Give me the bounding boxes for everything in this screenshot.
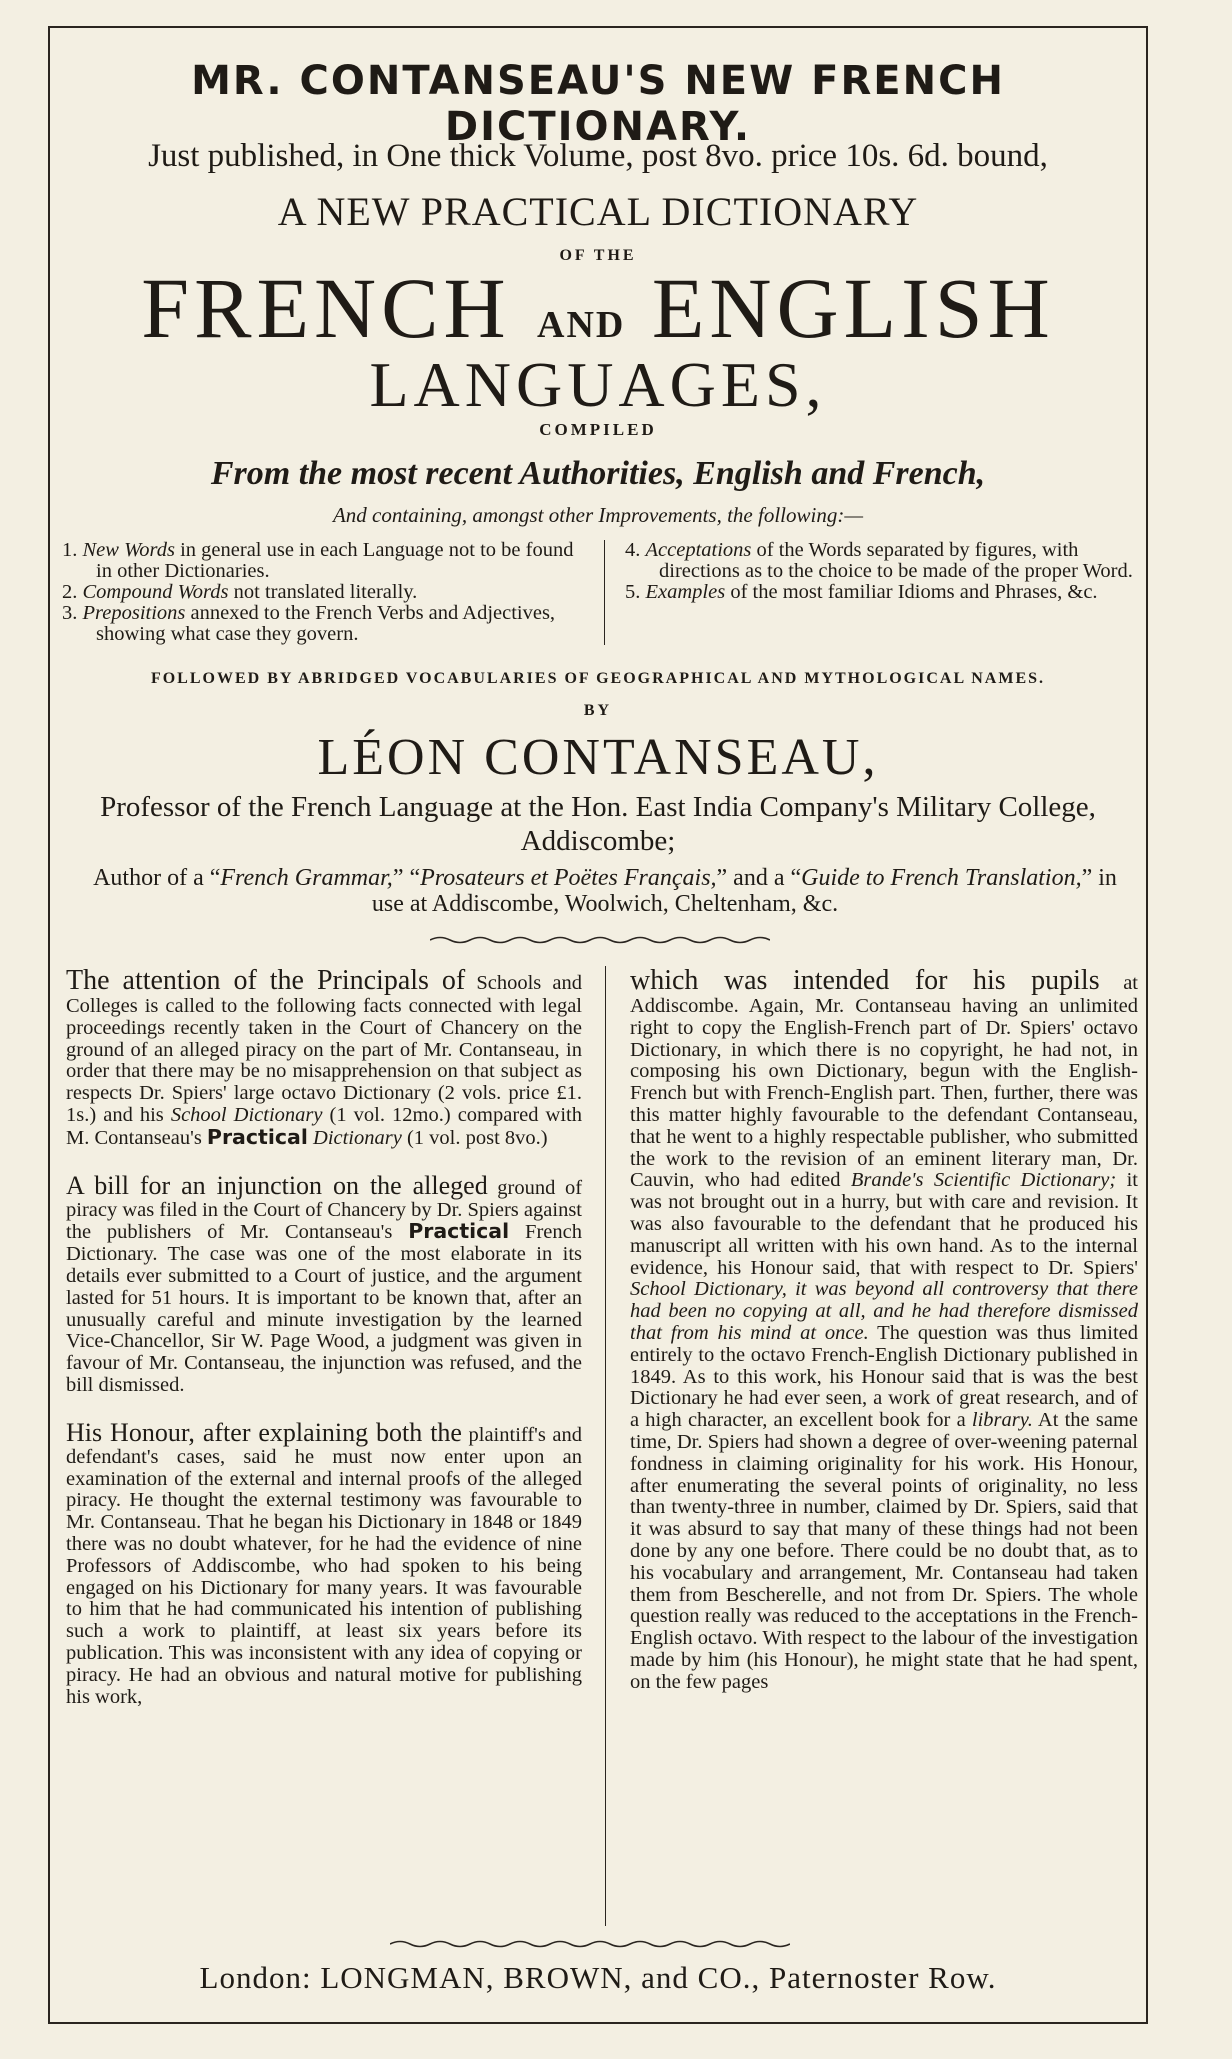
paragraph: The attention of the Principals of Schools and Colleges is called to the following facts connected with legal proceedings recently taken in the Court of Chancery on the ground of an alleged piracy on the part of Mr. Contanseau, in order that there may be no misapprehension on that subject as respects Dr. Spiers' large octavo Dictionary (2 vols. price £1. 1s.) and his School Dictionary (1 vol. 12mo.) compared with M. Contanseau's Practical Dictionary (1 vol. post 8vo.) — [66, 965, 582, 1149]
page-header: MR. CONTANSEAU'S NEW FRENCH DICTIONARY. — [191, 58, 1005, 150]
title-french: FRENCH — [141, 260, 511, 356]
of-the-label: OF THE — [559, 247, 637, 264]
followed-line: FOLLOWED BY ABRIDGED VOCABULARIES OF GEOGRAPHICAL AND MYTHOLOGICAL NAMES. — [150, 670, 1046, 687]
flourish-divider — [430, 933, 770, 947]
book-title-line: A NEW PRACTICAL DICTIONARY — [277, 189, 919, 234]
list-item: 3. Prepositions annexed to the French Verbs and Adjectives, showing what case they govern. — [62, 602, 556, 645]
containing-line: And containing, amongst other Improvements, the following:— — [332, 503, 863, 527]
article-right-column — [630, 966, 1138, 1716]
title-english: ENGLISH — [651, 260, 1055, 356]
article-left-column — [66, 966, 582, 1730]
publication-note: Just published, in One thick Volume, post 8vo. price 10s. 6d. bound, — [148, 138, 1048, 174]
top-rule — [48, 26, 1148, 28]
flourish-divider — [390, 1938, 790, 1950]
compiled-label: COMPILED — [539, 420, 657, 439]
paragraph: A bill for an injunction on the alleged ground of piracy was filed in the Court of Chancery by Dr. Spiers against the publishers of Mr. Contanseau's Practical French Dictionary. The case was one of the most elaborate in its details ever submitted to a Court of justice, and the argument lasted for 51 hours. It is important to be known that, after an unusually careful and minute investigation by the learned Vice-Chancellor, Sir W. Page Wood, a judgment was given in favour of Mr. Contanseau, the injunction was refused, and the bill dismissed. — [66, 1170, 583, 1396]
authorities-line: From the most recent Authorities, English and French, — [210, 455, 986, 492]
title-languages: LANGUAGES, — [369, 349, 827, 420]
publisher-imprint: London: LONGMAN, BROWN, and CO., Paternoster Row. — [199, 1960, 997, 1995]
list-divider — [604, 540, 605, 645]
paragraph: which was intended for his pupils at Addiscombe. Again, Mr. Contanseau having an unlimited right to copy the English-French part of Dr. Spiers' octavo Dictionary, in which there is no copyright, he had not, in composing his own Dictionary, begun with the English-French but with French-English part. Then, further, there was this matter highly favourable to the defendant Contanseau, that he went to a highly respectable publisher, who submitted the work to the revision of an eminent literary man, Dr. Cauvin, who had edited Brande's Scientific Dictionary; it was not brought out in a hurry, but with care and revision. It was also favourable to the defendant that he produced his manuscript all written with his own hand. As to the internal evidence, his Honour said, that with respect to Dr. Spiers' School Dictionary, it was beyond all controversy that there had been no copying at all, and he had therefore dismissed that from his mind at once. The question was thus limited entirely to the octavo French-English Dictionary published in 1849. As to this work, his Honour said that is was the best Dictionary he had ever seen, a work of great research, and of a high character, an excellent book for a library. At the same time, Dr. Spiers had shown a degree of over-weening paternal fondness in claiming originality for his work. His Honour, after enumerating the several points of originality, no less than twenty-three in number, claimed by Dr. Spiers, said that it was absurd to say that many of these things had not been done by any one before. There could be no doubt that, as to his vocabulary and arrangement, Mr. Contanseau had taken them from Bescherelle, and not from Dr. Spiers. The whole question really was reduced to the acceptations in the French-English octavo. With respect to the labour of the investigation made by him (his Honour), he might state that he had spent, on the few pages — [630, 965, 1138, 1693]
author-name: LÉON CONTANSEAU, — [317, 729, 879, 786]
title-and: AND — [537, 304, 626, 346]
list-item: 1. New Words in general use in each Language not to be found in other Dictionaries. — [62, 539, 574, 582]
by-label: BY — [583, 702, 613, 719]
column-divider — [605, 966, 606, 1926]
book-title-main — [60, 258, 1136, 358]
author-title: Professor of the French Language at the Hon. East India Company's Military College, Addiscombe; — [100, 791, 1096, 857]
bottom-rule — [48, 2022, 1148, 2024]
list-item: 2. Compound Words not translated literally. — [62, 581, 418, 603]
improvements-right — [625, 540, 1135, 603]
author-works: Author of a “French Grammar,” “Prosateurs et Poëtes Français,” and a “Guide to French Translation,” in use at Addiscombe, Woolwich, Cheltenham, &c. — [93, 865, 1117, 917]
paragraph: His Honour, after explaining both the plaintiff's and defendant's cases, said he must now enter upon an examination of the external and internal proofs of the alleged piracy. He thought the external testimony was favourable to Mr. Contanseau. That he began his Dictionary in 1848 or 1849 there was no doubt whatever, for he had the evidence of nine Professors of Addiscombe, who had spoken to his being engaged on his Dictionary for many years. It was favourable to him that he had communicated his intention of publishing such a work to plaintiff, at least six years before its publication. This was inconsistent with any idea of copying or piracy. He had an obvious and natural motive for publishing his work, — [66, 1417, 582, 1708]
improvements-left — [62, 540, 592, 645]
list-item: 4. Acceptations of the Words separated by figures, with directions as to the choice to be made of the proper Word. — [625, 539, 1133, 582]
list-item: 5. Examples of the most familiar Idioms and Phrases, &c. — [625, 581, 1098, 603]
